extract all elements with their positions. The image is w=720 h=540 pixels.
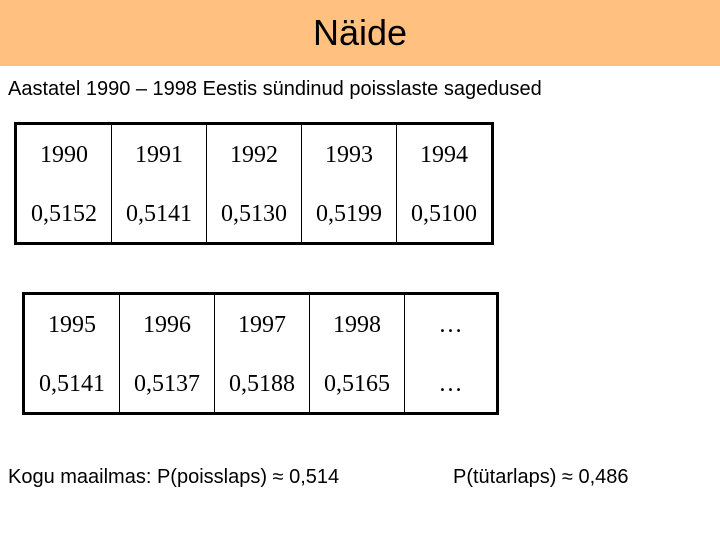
year-cell: 1995	[24, 294, 120, 357]
ellipsis-cell: …	[405, 294, 498, 357]
ellipsis-cell: …	[405, 356, 498, 414]
value-cell: 0,5141	[112, 186, 207, 244]
value-cell: 0,5199	[302, 186, 397, 244]
girl-probability: P(tütarlaps) ≈ 0,486	[453, 466, 629, 488]
year-row	[16, 124, 493, 187]
year-cell: 1994	[397, 124, 493, 187]
value-cell: 0,5100	[397, 186, 493, 244]
value-cell: 0,5165	[310, 356, 405, 414]
year-cell: 1998	[310, 294, 405, 357]
value-cell: 0,5141	[24, 356, 120, 414]
title-band	[0, 0, 720, 66]
value-row	[24, 356, 498, 414]
year-row	[24, 294, 498, 357]
year-cell: 1993	[302, 124, 397, 187]
year-cell: 1996	[120, 294, 215, 357]
slide-subtitle: Aastatel 1990 – 1998 Eestis sündinud poisslaste sagedused	[8, 78, 542, 100]
slide-title: Näide	[312, 12, 408, 53]
value-cell: 0,5130	[207, 186, 302, 244]
year-cell: 1990	[16, 124, 112, 187]
value-cell: 0,5137	[120, 356, 215, 414]
world-boy-probability: Kogu maailmas: P(poisslaps) ≈ 0,514	[8, 466, 340, 488]
year-cell: 1992	[207, 124, 302, 187]
value-cell: 0,5188	[215, 356, 310, 414]
frequency-table-1990-1994	[14, 122, 494, 245]
value-row	[16, 186, 493, 244]
value-cell: 0,5152	[16, 186, 112, 244]
year-cell: 1991	[112, 124, 207, 187]
frequency-table-1995-1998	[22, 292, 499, 415]
year-cell: 1997	[215, 294, 310, 357]
